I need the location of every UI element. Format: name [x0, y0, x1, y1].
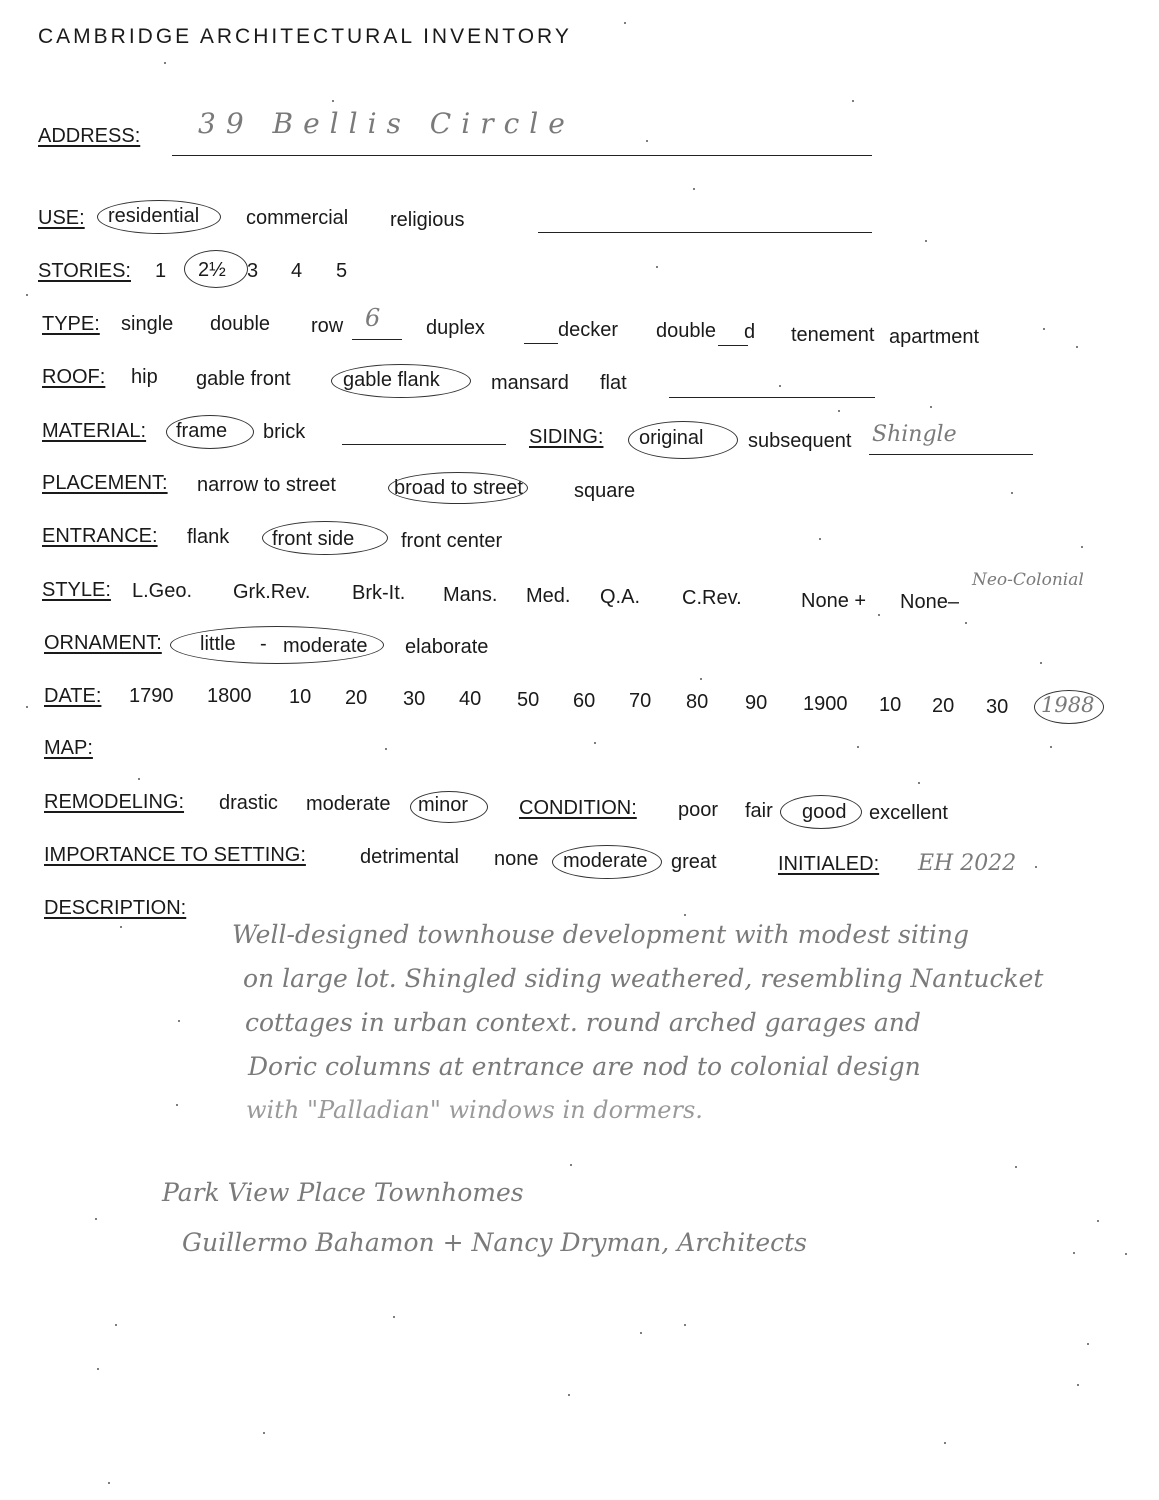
placement-selection-circle: [388, 472, 528, 504]
type-duplex: duplex: [426, 317, 485, 339]
use-selection-circle: [97, 200, 221, 234]
scan-speck: [944, 1442, 946, 1444]
use-religious: religious: [390, 209, 465, 231]
siding-selection-circle: [628, 421, 738, 459]
scan-speck: [684, 914, 686, 916]
scan-speck: [164, 62, 166, 64]
condition-label: CONDITION:: [519, 797, 637, 819]
remodeling-label: REMODELING:: [44, 791, 185, 813]
condition-fair: fair: [745, 800, 773, 822]
scan-speck: [1076, 346, 1078, 348]
address-value: 39 Bellis Circle: [198, 107, 575, 140]
type-apartment: apartment: [889, 326, 980, 348]
date-1870: 70: [629, 690, 652, 712]
scan-speck: [1015, 1166, 1017, 1168]
roof-hip: hip: [131, 366, 158, 388]
scan-speck: [857, 746, 859, 748]
type-single: single: [121, 313, 174, 335]
scan-speck: [568, 1394, 570, 1396]
date-selection-circle: [1034, 690, 1104, 724]
type-label: TYPE:: [42, 313, 100, 335]
style-label: STYLE:: [42, 579, 111, 601]
siding-label: SIDING:: [529, 426, 604, 448]
scan-speck: [693, 188, 695, 190]
scan-speck: [656, 266, 658, 268]
date-1930: 30: [986, 696, 1009, 718]
remodeling-drastic: drastic: [219, 792, 278, 814]
style-lgeo: L.Geo.: [132, 580, 193, 602]
type-decker-line: [524, 343, 558, 344]
scan-speck: [263, 1432, 265, 1434]
importance-label: IMPORTANCE TO SETTING:: [44, 844, 306, 866]
scan-speck: [852, 100, 854, 102]
address-label: ADDRESS:: [38, 125, 141, 147]
scan-speck: [646, 140, 648, 142]
use-other-line: [538, 232, 872, 233]
type-decker: decker: [558, 319, 619, 341]
stories-5: 5: [336, 260, 348, 282]
roof-mansard: mansard: [491, 372, 569, 394]
date-value: 1988: [1041, 693, 1095, 717]
scan-speck: [26, 294, 28, 296]
scan-speck: [965, 622, 967, 624]
style-qa: Q.A.: [600, 586, 641, 608]
placement-broad: broad to street: [394, 477, 523, 499]
scan-speck: [1125, 1253, 1127, 1255]
roof-label: ROOF:: [42, 366, 106, 388]
siding-subsequent: subsequent: [748, 430, 852, 452]
material-frame: frame: [176, 420, 228, 442]
description-line-4: Doric columns at entrance are nod to colonial design: [248, 1052, 921, 1081]
description-label: DESCRIPTION:: [44, 897, 187, 919]
form-title: CAMBRIDGE ARCHITECTURAL INVENTORY: [38, 25, 572, 48]
scan-speck: [838, 410, 840, 412]
style-med: Med.: [526, 585, 571, 607]
scan-speck: [1043, 328, 1045, 330]
date-1880: 80: [686, 691, 709, 713]
remodeling-moderate: moderate: [306, 793, 391, 815]
date-1790: 1790: [129, 685, 174, 707]
scan-speck: [624, 22, 626, 24]
scan-speck: [700, 678, 702, 680]
scan-speck: [878, 614, 880, 616]
importance-selection-circle: [552, 845, 662, 879]
condition-poor: poor: [678, 799, 719, 821]
scan-speck: [178, 1020, 180, 1022]
scan-speck: [115, 1324, 117, 1326]
scan-speck: [684, 1324, 686, 1326]
scan-speck: [1073, 1252, 1075, 1254]
scan-speck: [819, 538, 821, 540]
scan-speck: [1050, 746, 1052, 748]
entrance-front-side: front side: [272, 528, 355, 550]
stories-4: 4: [291, 260, 303, 282]
importance-great: great: [671, 851, 717, 873]
description-line-3: cottages in urban context. round arched garages and: [245, 1008, 921, 1037]
description-line-2: on large lot. Shingled siding weathered, resembling Nantucket: [243, 964, 1044, 993]
date-label: DATE:: [44, 685, 102, 707]
scan-speck: [570, 1164, 572, 1166]
condition-selection-circle: [780, 795, 862, 829]
siding-line: [869, 454, 1033, 455]
placement-square: square: [574, 480, 636, 502]
type-row: row: [311, 315, 344, 337]
date-1810: 10: [289, 686, 312, 708]
description-note-1: Park View Place Townhomes: [162, 1178, 524, 1207]
stories-label: STORIES:: [38, 260, 131, 282]
stories-3: 3: [247, 260, 259, 282]
material-label: MATERIAL:: [42, 420, 147, 442]
scan-speck: [930, 406, 932, 408]
date-1860: 60: [573, 690, 596, 712]
ornament-selection-circle: [170, 626, 384, 664]
scan-speck: [918, 782, 920, 784]
date-1840: 40: [459, 688, 482, 710]
remodeling-selection-circle: [410, 791, 488, 823]
style-none-plus: None +: [801, 590, 867, 612]
entrance-front-center: front center: [401, 530, 503, 552]
roof-other-line: [669, 397, 875, 398]
importance-none: none: [494, 848, 539, 870]
initialed-value: EH 2022: [918, 851, 1017, 876]
date-1830: 30: [403, 688, 426, 710]
ornament-label: ORNAMENT:: [44, 632, 162, 654]
type-double-d: double: [656, 320, 717, 342]
condition-good: good: [802, 801, 847, 823]
material-selection-circle: [166, 415, 254, 449]
date-1890: 90: [745, 692, 768, 714]
date-1850: 50: [517, 689, 540, 711]
use-residential: residential: [108, 205, 200, 227]
style-mans: Mans.: [443, 584, 498, 606]
placement-label: PLACEMENT:: [42, 472, 168, 494]
scan-speck: [97, 1368, 99, 1370]
siding-original: original: [639, 427, 704, 449]
scan-speck: [95, 1218, 97, 1220]
scan-speck: [385, 748, 387, 750]
type-row-value: 6: [365, 304, 381, 332]
stories-1: 1: [155, 260, 167, 282]
importance-moderate: moderate: [563, 850, 648, 872]
use-commercial: commercial: [246, 207, 349, 229]
entrance-selection-circle: [262, 521, 388, 555]
scan-speck: [1081, 546, 1083, 548]
date-1910: 10: [879, 694, 902, 716]
scan-speck: [640, 1332, 642, 1334]
scan-speck: [1087, 1343, 1089, 1345]
scan-speck: [26, 706, 28, 708]
date-1820: 20: [345, 687, 368, 709]
scan-speck: [138, 778, 140, 780]
scan-speck: [1011, 492, 1013, 494]
remodeling-minor: minor: [418, 794, 469, 816]
date-1900: 1900: [803, 693, 848, 715]
roof-selection-circle: [331, 364, 471, 398]
roof-gable-flank: gable flank: [343, 369, 440, 391]
map-label: MAP:: [44, 737, 93, 759]
scan-speck: [779, 385, 781, 387]
placement-narrow: narrow to street: [197, 474, 336, 496]
description-line-1: Well-designed townhouse development with modest siting: [232, 920, 969, 949]
scan-speck: [108, 1482, 110, 1484]
use-label: USE:: [38, 207, 85, 229]
importance-detrimental: detrimental: [360, 846, 459, 868]
scan-speck: [176, 1104, 178, 1106]
description-line-5: with "Palladian" windows in dormers.: [246, 1096, 703, 1124]
address-line: [172, 155, 872, 156]
stories-2-half: 2½: [198, 259, 226, 281]
scan-speck: [1077, 1384, 1079, 1386]
type-double: double: [210, 313, 271, 335]
date-1800: 1800: [207, 685, 252, 707]
stories-selection-circle: [184, 250, 248, 288]
material-brick: brick: [263, 421, 306, 443]
entrance-label: ENTRANCE:: [42, 525, 158, 547]
type-tenement: tenement: [791, 324, 875, 346]
style-value: Neo-Colonial: [972, 570, 1084, 590]
style-crev: C.Rev.: [682, 587, 742, 609]
ornament-moderate: moderate: [283, 635, 368, 657]
scan-speck: [332, 100, 334, 102]
material-other-line: [342, 444, 506, 445]
scan-speck: [594, 742, 596, 744]
entrance-flank: flank: [187, 526, 230, 548]
date-1920: 20: [932, 695, 955, 717]
initialed-label: INITIALED:: [778, 853, 880, 875]
description-note-2: Guillermo Bahamon + Nancy Dryman, Architects: [182, 1228, 807, 1257]
ornament-elaborate: elaborate: [405, 636, 489, 658]
style-grkrev: Grk.Rev.: [233, 581, 311, 603]
roof-gable-front: gable front: [196, 368, 291, 390]
style-brkit: Brk-It.: [352, 582, 406, 604]
scan-speck: [1040, 662, 1042, 664]
scan-speck: [120, 926, 122, 928]
ornament-little: little: [200, 633, 236, 655]
roof-flat: flat: [600, 372, 627, 394]
ornament-dash: -: [260, 633, 267, 655]
type-row-line: [352, 339, 402, 340]
type-d-suffix: d: [744, 321, 756, 343]
scan-speck: [1035, 866, 1037, 868]
scan-speck: [393, 1316, 395, 1318]
scan-speck: [925, 240, 927, 242]
type-double-d-line: [718, 345, 748, 346]
siding-value: Shingle: [872, 422, 957, 447]
scan-speck: [1097, 1220, 1099, 1222]
style-none-minus: None–: [900, 591, 959, 613]
condition-excellent: excellent: [869, 802, 948, 824]
